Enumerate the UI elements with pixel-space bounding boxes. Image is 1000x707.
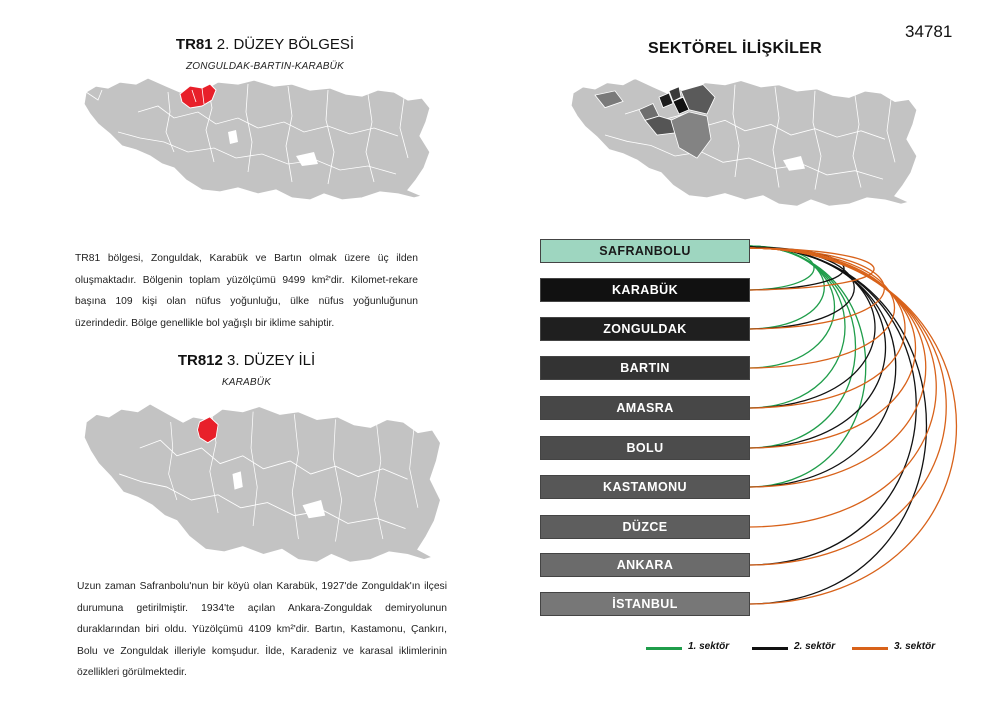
city-label: SAFRANBOLU <box>599 244 691 258</box>
link-green-bolu <box>750 246 856 448</box>
tr812-code: TR812 <box>177 352 223 369</box>
tr81-subtitle: ZONGULDAK-BARTIN-KARABÜK <box>186 61 344 72</box>
tr812-title-rest: 3. DÜZEY İLİ <box>222 352 316 369</box>
legend-swatch-sector-1 <box>646 647 682 650</box>
link-green-bartin <box>750 246 835 368</box>
legend-swatch-sector-2 <box>752 647 788 650</box>
city-label: AMASRA <box>616 401 674 415</box>
city-label: BOLU <box>626 441 664 455</box>
page-number: 34781 <box>905 22 953 41</box>
sectoral-relations-title: SEKTÖREL İLİŞKİLER <box>647 40 822 57</box>
tr812-subtitle: KARABÜK <box>221 377 272 388</box>
city-label: BARTIN <box>620 361 670 375</box>
legend-swatch-sector-3 <box>852 647 888 650</box>
tr812-paragraph: Uzun zaman Safranbolu'nun bir köyü olan Karabük, 1927'de Zonguldak'ın ilçesi durumuna getirilmiştir. 1934'te açılan Ankara-Zonguldak demiryolunun duraklarından biri oldu. Yüzölçümü 4109 km²'dir. Bartın, Kastamonu, Çankırı, Bolu ve Zonguldak illeriyle komşudur. İlde, Karadeniz ve karasal iklimlerinin özellikleri görülmektedir. <box>77 581 447 678</box>
link-orange-bolu <box>750 248 916 448</box>
tr81-title-rest: 2. DÜZEY BÖLGESİ <box>212 36 355 53</box>
city-label: KARABÜK <box>612 283 678 297</box>
tr81-paragraph: TR81 bölgesi, Zonguldak, Karabük ve Bartın olmak üzere üç ilden oluşmaktadır. Bölgenin toplam yüzölçümü 9499 km²'dir. Kilomet-rekare başına 109 kişi olan nüfus yoğunluğu, ülke nüfus yoğunluğunun üzerindedir. Bölge genellikle bol yağışlı bir iklime sahiptir. <box>75 253 418 329</box>
city-label: İSTANBUL <box>612 597 678 611</box>
link-orange-i̇stanbul <box>750 248 956 604</box>
city-label: ZONGULDAK <box>603 322 687 336</box>
city-label: ANKARA <box>616 558 674 572</box>
legend-label-sector-1: 1. sektör <box>688 641 730 652</box>
city-label: KASTAMONU <box>603 480 687 494</box>
city-label: DÜZCE <box>622 520 668 534</box>
legend-label-sector-2: 2. sektör <box>794 641 836 652</box>
legend-label-sector-3: 3. sektör <box>894 641 936 652</box>
tr81-code: TR81 <box>175 36 213 53</box>
